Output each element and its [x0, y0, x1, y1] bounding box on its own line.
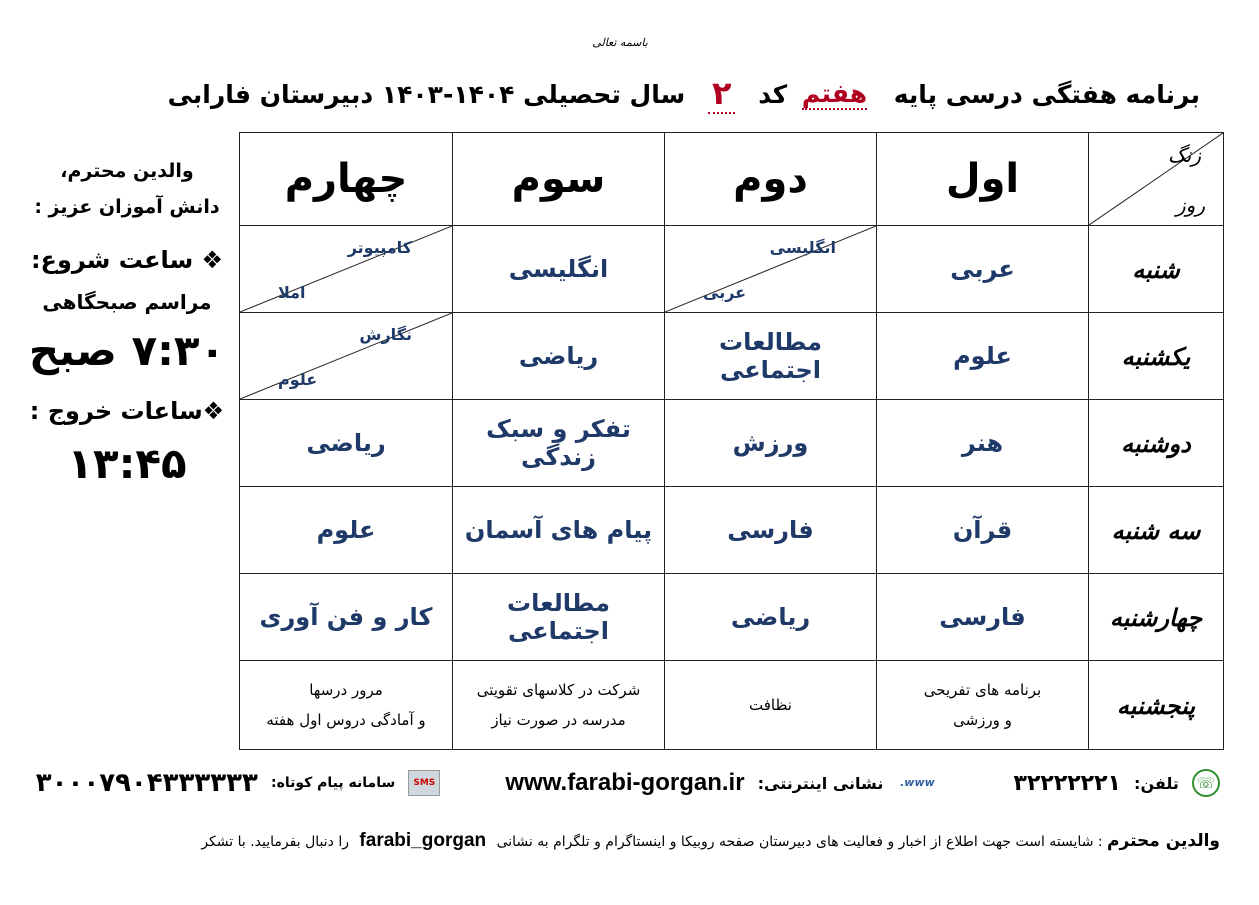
cell-diagonal [240, 226, 452, 312]
column-header: سوم [453, 133, 665, 226]
column-header: دوم [665, 133, 877, 226]
day-name: پنجشنبه [1089, 661, 1224, 750]
ceremony-label: مراسم صبحگاهی [42, 290, 212, 314]
table-row [240, 487, 1224, 574]
activity-cell [877, 661, 1089, 750]
grade-value: هفتم [801, 78, 868, 108]
phone-label: تلفن: [1134, 773, 1179, 793]
subject-cell: فارسی [665, 487, 877, 574]
schedule-table [239, 132, 1224, 750]
table-row [240, 574, 1224, 661]
subject-cell: ریاضی [453, 313, 665, 400]
cell-diagonal [240, 313, 452, 399]
split-cell [240, 226, 453, 313]
activity-line: مدرسه در صورت نیاز [491, 711, 626, 729]
table-row [240, 226, 1224, 313]
notice-label: والدین محترم [1107, 831, 1220, 851]
activity-cell [453, 661, 665, 750]
notice-text: : شایسته است جهت اطلاع از اخبار و فعالیت های دبیرستان صفحه روبیکا و اینستاگرام و تلگرام به نشانی [496, 834, 1103, 850]
day-name: دوشنبه [1089, 400, 1224, 487]
subject-cell: قرآن [877, 487, 1089, 574]
title-part1: برنامه هفتگی درسی پایه [893, 79, 1200, 109]
column-header: اول [877, 133, 1089, 226]
activity-line: و آمادگی دروس اول هفته [266, 711, 426, 729]
subject-cell: کار و فن آوری [240, 574, 453, 661]
code-value: ۲ [708, 74, 736, 114]
header-row [240, 133, 1224, 226]
greeting-parents: والدین محترم، [60, 160, 194, 182]
bismillah: باسمه تعالی [592, 36, 648, 49]
subject-cell: هنر [877, 400, 1089, 487]
notice-end: را دنبال بفرمایید. با تشکر [201, 834, 349, 850]
split-cell [240, 313, 453, 400]
subject-cell: علوم [877, 313, 1089, 400]
split-bottom-subject: املا [278, 283, 306, 302]
sms-icon: SMS [408, 770, 440, 796]
split-cell [665, 226, 877, 313]
subject-cell: مطالعات اجتماعی [665, 313, 877, 400]
activity-cell [665, 661, 877, 750]
subject-cell: فارسی [877, 574, 1089, 661]
subject-cell: عربی [877, 226, 1089, 313]
table-row [240, 313, 1224, 400]
sms-number: ۳۰۰۰۷۹۰۴۳۳۳۳۳۳ [35, 768, 258, 798]
activity-line: مرور درسها [309, 681, 383, 699]
phone-number: ۳۲۲۲۲۲۲۱ [1013, 770, 1121, 796]
social-handle: farabi_gorgan [359, 830, 487, 851]
table-row [240, 661, 1224, 750]
subject-cell: انگلیسی [453, 226, 665, 313]
page-title [60, 74, 1200, 124]
website-link[interactable]: www.farabi-gorgan.ir [505, 769, 745, 796]
day-name: سه شنبه [1089, 487, 1224, 574]
title-part2: سال تحصیلی ۱۴۰۴-۱۴۰۳ دبیرستان فارابی [167, 79, 686, 109]
website-label: نشانی اینترنتی: [757, 773, 884, 793]
day-name: چهارشنبه [1089, 574, 1224, 661]
notice-line [20, 830, 1220, 852]
split-top-subject: نگارش [359, 325, 412, 344]
contact-bar [20, 768, 1220, 808]
corner-period-label: زنگ [1167, 143, 1201, 167]
start-time: ۷:۳۰ صبح [28, 326, 226, 375]
day-name: یکشنبه [1089, 313, 1224, 400]
subject-cell: پیام های آسمان [453, 487, 665, 574]
subject-cell: ریاضی [665, 574, 877, 661]
split-bottom-subject: علوم [278, 370, 318, 389]
subject-cell: مطالعات اجتماعی [453, 574, 665, 661]
split-top-subject: انگلیسی [769, 238, 836, 257]
end-time: ۱۳:۴۵ [67, 439, 187, 488]
corner-cell [1089, 133, 1224, 226]
sms-label: سامانه پیام کوتاه: [270, 775, 396, 791]
subject-cell: ریاضی [240, 400, 453, 487]
code-label: کد [758, 79, 788, 109]
start-time-label: ❖ ساعت شروع: [30, 246, 224, 274]
side-panel [22, 160, 232, 488]
phone-icon: ☏ [1192, 769, 1220, 797]
split-bottom-subject: عربی [703, 283, 747, 302]
column-header: چهارم [240, 133, 453, 226]
split-top-subject: کامپیوتر [347, 238, 412, 257]
subject-cell: ورزش [665, 400, 877, 487]
subject-cell: تفکر و سبک زندگی [453, 400, 665, 487]
day-name: شنبه [1089, 226, 1224, 313]
web-icon: www. [900, 776, 935, 789]
activity-line: نظافت [749, 696, 792, 714]
activity-cell [240, 661, 453, 750]
subject-cell: علوم [240, 487, 453, 574]
activity-line: برنامه های تفریحی [923, 681, 1042, 699]
table-row [240, 400, 1224, 487]
end-time-label: ❖ساعات خروج : [29, 397, 225, 425]
greeting-students: دانش آموزان عزیز : [34, 196, 220, 218]
activity-line: و ورزشی [953, 711, 1012, 729]
corner-day-label: روز [1176, 193, 1205, 217]
activity-line: شرکت در کلاسهای تقویتی [476, 681, 641, 699]
